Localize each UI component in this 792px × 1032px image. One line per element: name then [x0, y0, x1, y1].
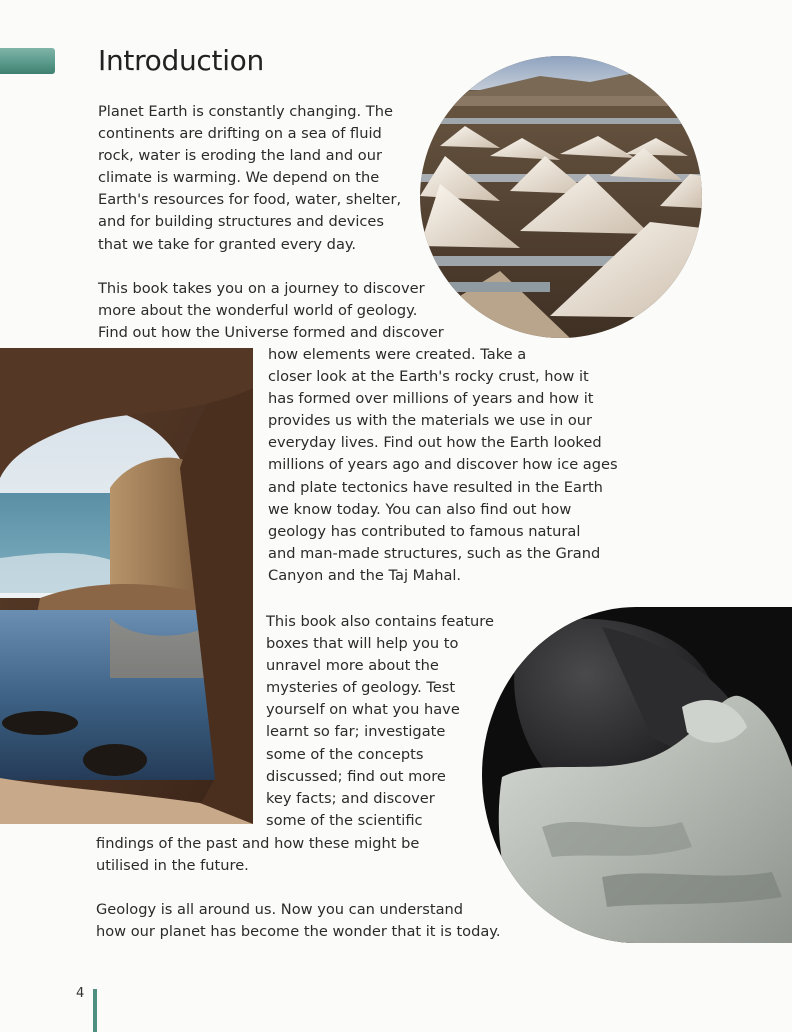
paragraph-journey-top — [98, 278, 444, 344]
text-line: geology has contributed to famous natural — [268, 522, 581, 540]
text-line: This book also contains feature — [266, 613, 494, 630]
text-line: everyday lives. Find out how the Earth looked — [268, 434, 602, 452]
text-line: and plate tectonics have resulted in the Earth — [268, 478, 603, 496]
salt-pans-photo — [420, 56, 702, 338]
sea-arch-image — [0, 348, 253, 824]
text-line: mysteries of geology. Test — [266, 679, 456, 697]
text-line: has formed over millions of years and how it — [268, 390, 594, 408]
paragraph-features-bottom — [96, 833, 419, 877]
volcanic-rock-photo — [482, 607, 792, 943]
text-line: rock, water is eroding the land and our — [98, 147, 382, 165]
text-line: Earth's resources for food, water, shelter, — [98, 191, 402, 209]
text-line: and for building structures and devices — [98, 213, 384, 231]
text-line: learnt so far; investigate — [266, 723, 446, 741]
text-line: unravel more about the — [266, 657, 439, 675]
paragraph-features-side — [266, 611, 494, 832]
text-line: and man-made structures, such as the Grand — [268, 544, 601, 562]
text-line: findings of the past and how these might be — [96, 835, 420, 852]
text-line: some of the scientific — [266, 811, 423, 829]
text-line: utilised in the future. — [96, 857, 249, 875]
text-line: millions of years ago and discover how ice ages — [268, 456, 618, 474]
text-line: Find out how the Universe formed and discover — [98, 324, 444, 342]
section-tab-accent — [0, 48, 55, 74]
paragraph-journey-side — [268, 344, 618, 587]
text-line: discussed; find out more — [266, 767, 446, 785]
text-line: we know today. You can also find out how — [268, 500, 572, 518]
page-title: Introduction — [98, 44, 264, 77]
paragraph-conclusion — [96, 899, 501, 943]
text-line: more about the wonderful world of geology. — [98, 302, 418, 320]
text-line: some of the concepts — [266, 745, 424, 763]
text-line: closer look at the Earth's rocky crust, how it — [268, 368, 589, 386]
text-line: climate is warming. We depend on the — [98, 169, 380, 187]
text-line: This book takes you on a journey to discover — [98, 280, 425, 297]
text-line: Geology is all around us. Now you can understand — [96, 901, 464, 918]
text-line: provides us with the materials we use in our — [268, 412, 593, 430]
text-line: Planet Earth is constantly changing. The — [98, 103, 393, 120]
paragraph-intro — [98, 101, 401, 256]
volcanic-rock-image — [482, 607, 792, 943]
footer-accent-bar — [93, 989, 97, 1032]
text-line: Canyon and the Taj Mahal. — [268, 566, 462, 584]
text-line: boxes that will help you to — [266, 635, 459, 653]
text-line: that we take for granted every day. — [98, 235, 357, 253]
text-line: key facts; and discover — [266, 789, 435, 807]
text-line: continents are drifting on a sea of fluid — [98, 125, 382, 143]
text-line: how our planet has become the wonder that it is today. — [96, 923, 501, 941]
page-number: 4 — [76, 986, 85, 1001]
salt-pans-image — [420, 56, 702, 338]
text-line: how elements were created. Take a — [268, 346, 527, 363]
text-line: yourself on what you have — [266, 701, 460, 719]
sea-arch-photo — [0, 348, 253, 824]
